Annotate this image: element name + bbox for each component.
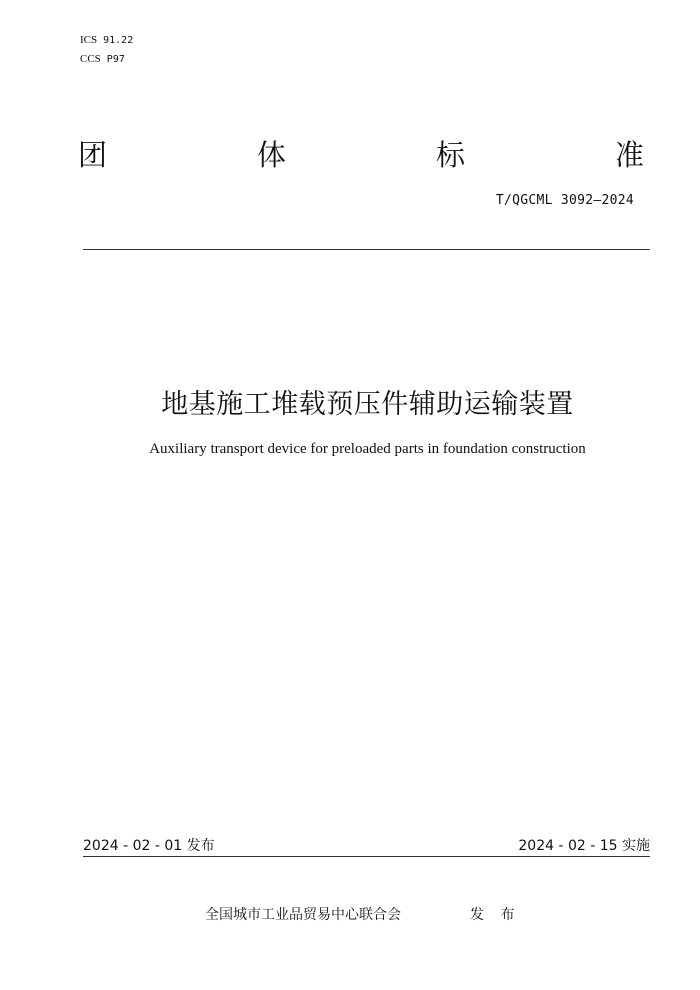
heading-char-3: 标 [435, 137, 465, 172]
heading-char-4: 准 [614, 137, 644, 172]
publisher-name: 全国城市工业品贸易中心联合会 [205, 907, 401, 923]
ics-code [80, 33, 133, 46]
heading-char-2: 体 [256, 137, 286, 172]
ccs-code [80, 52, 125, 65]
publish-label: 发 布 [470, 907, 521, 923]
heading-char-1: 团 [78, 137, 108, 172]
ccs-label: CCS [80, 53, 101, 65]
top-divider [83, 249, 650, 250]
standard-number: T/QGCML 3092—2024 [495, 193, 634, 208]
document-title-cn: 地基施工堆载预压件辅助运输装置 [161, 389, 574, 420]
document-type-heading [78, 133, 644, 173]
ics-value: 91.22 [103, 35, 134, 46]
implementation-date: 2024 - 02 - 15 实施 [518, 838, 650, 854]
bottom-divider [83, 856, 650, 857]
ccs-value: P97 [106, 54, 125, 65]
document-title-en: Auxiliary transport device for preloaded parts in foundation construction [149, 441, 586, 457]
issue-date: 2024 - 02 - 01 发布 [83, 838, 215, 854]
ics-label: ICS [80, 34, 98, 46]
